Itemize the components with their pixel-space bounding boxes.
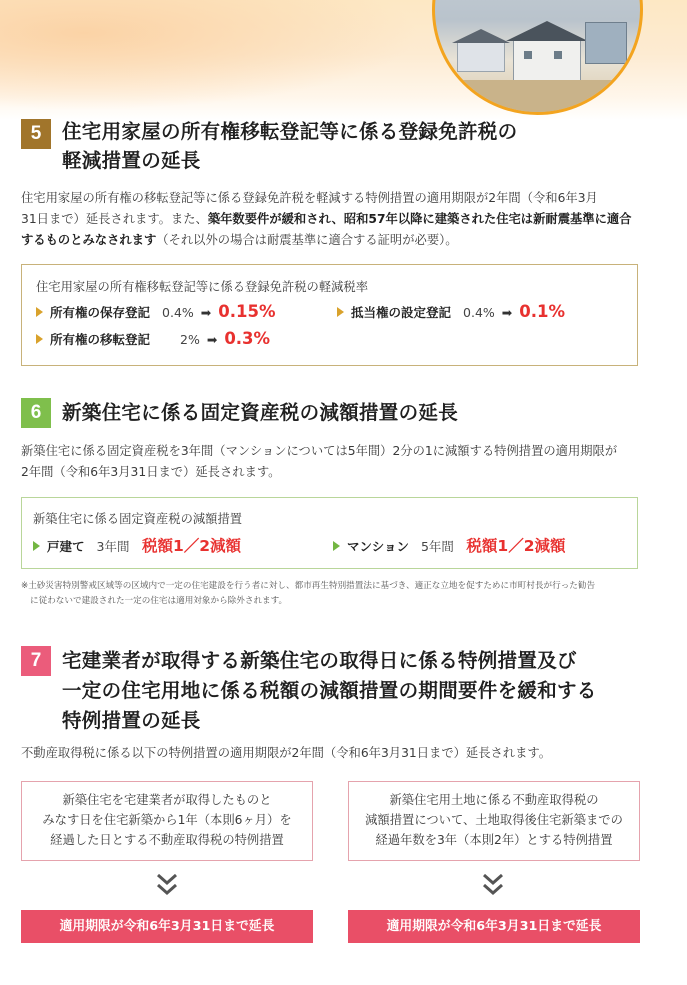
section-6-para-line2: 2年間（令和6年3月31日まで）延長されます。 bbox=[21, 465, 281, 479]
section-5-para-line1: 住宅用家屋の所有権の移転登記等に係る登録免許税を軽減する特例措置の適用期限が2年間（令和6年3月 bbox=[21, 191, 598, 205]
rate-old: 0.4% bbox=[463, 305, 495, 320]
item-value: 税額1／2減額 bbox=[466, 537, 566, 555]
section-6-reduction-box bbox=[21, 497, 638, 569]
section-5-paragraph bbox=[21, 188, 661, 251]
section-7-paragraph: 不動産取得税に係る以下の特例措置の適用期限が2年間（令和6年3月31日まで）延長されます。 bbox=[21, 746, 552, 760]
rate-new: 0.1% bbox=[519, 302, 565, 321]
section-5-para-line3b: （それ以外の場合は耐震基準に適合する証明が必要）。 bbox=[156, 233, 458, 247]
rate-new: 0.3% bbox=[224, 329, 271, 348]
item-value: 税額1／2減額 bbox=[141, 537, 242, 555]
section-7-title-line1: 宅建業者が取得する新築住宅の取得日に係る特例措置及び bbox=[62, 649, 577, 672]
rate-new: 0.15% bbox=[218, 302, 276, 321]
triangle-bullet-icon bbox=[36, 334, 43, 344]
card-line: 減額措置について、土地取得後住宅新築までの bbox=[365, 813, 623, 827]
item-label: 戸建て bbox=[47, 539, 85, 554]
section-5-box-title: 住宅用家屋の所有権移転登記等に係る登録免許税の軽減税率 bbox=[36, 280, 369, 294]
section-5-tax-rate-box bbox=[21, 264, 638, 366]
house-model-2 bbox=[513, 40, 581, 82]
rate-label: 所有権の保存登記 bbox=[50, 305, 151, 320]
rate-ownership-preservation bbox=[36, 302, 275, 321]
item-period: 5年間 bbox=[420, 539, 454, 554]
rate-old: 2% bbox=[180, 332, 200, 347]
triangle-bullet-icon bbox=[36, 307, 43, 317]
ground bbox=[435, 80, 640, 112]
item-condominium bbox=[333, 534, 566, 556]
arrow-right-icon: ➡ bbox=[501, 305, 513, 320]
item-detached-house bbox=[33, 534, 241, 556]
double-chevron-down-icon bbox=[156, 872, 178, 898]
section-5-title bbox=[62, 117, 517, 175]
section-6-paragraph bbox=[21, 441, 661, 483]
house-model-1 bbox=[457, 42, 505, 72]
section-5-title-line2: 軽減措置の延長 bbox=[62, 149, 201, 172]
extension-result-banner-2: 適用期限が令和6年3月31日まで延長 bbox=[348, 910, 640, 943]
building-model bbox=[585, 22, 627, 64]
section-5-number-badge: 5 bbox=[21, 119, 51, 149]
card-line: 新築住宅を宅建業者が取得したものと bbox=[62, 793, 272, 807]
section-5-para-line2a: 31日まで）延長されます。また、 bbox=[21, 212, 208, 226]
section-5-para-line2b: 築年数要件が緩和され、昭和57年以降に建築された住宅は新耐震基準に適合 bbox=[207, 212, 632, 226]
card-line: 新築住宅用土地に係る不動産取得税の bbox=[389, 793, 599, 807]
double-chevron-down-icon bbox=[482, 872, 504, 898]
rate-ownership-transfer bbox=[36, 329, 270, 348]
triangle-bullet-icon bbox=[33, 541, 40, 551]
card-line: みなす日を住宅新築から1年（本則6ヶ月）を bbox=[42, 813, 292, 827]
triangle-bullet-icon bbox=[333, 541, 340, 551]
footnote-line1: ※土砂災害特別警戒区域等の区域内で一定の住宅建設を行う者に対し、都市再生特別措置法に基づき、適正な立地を促すために市町村長が行った勧告 bbox=[21, 581, 596, 591]
card-line: 経過年数を3年（本則2年）とする特例措置 bbox=[375, 833, 613, 847]
house-model-photo bbox=[432, 0, 643, 115]
section-7-title-line3: 特例措置の延長 bbox=[62, 709, 201, 732]
measure-card-2 bbox=[348, 781, 640, 861]
section-5-title-line1: 住宅用家屋の所有権移転登記等に係る登録免許税の bbox=[62, 120, 518, 143]
footnote-line2: に従わないで建設された一定の住宅は適用対象から除外されます。 bbox=[30, 596, 288, 606]
rate-label: 所有権の移転登記 bbox=[50, 332, 151, 347]
card-line: 経過した日とする不動産取得税の特例措置 bbox=[50, 833, 284, 847]
section-7-number-badge: 7 bbox=[21, 646, 51, 676]
item-label: マンション bbox=[347, 539, 409, 554]
rate-old: 0.4% bbox=[162, 305, 194, 320]
section-6-para-line1: 新築住宅に係る固定資産税を3年間（マンションについては5年間）2分の1に減額する特例措置の適用期限が bbox=[21, 444, 618, 458]
measure-card-1 bbox=[21, 781, 313, 861]
section-6-number-badge: 6 bbox=[21, 398, 51, 428]
rate-label: 抵当権の設定登記 bbox=[351, 305, 452, 320]
extension-result-banner-1: 適用期限が令和6年3月31日まで延長 bbox=[21, 910, 313, 943]
section-6-box-title: 新築住宅に係る固定資産税の減額措置 bbox=[33, 512, 243, 526]
section-6-title: 新築住宅に係る固定資産税の減額措置の延長 bbox=[62, 401, 459, 424]
section-5-para-line3a: するものとみなされます bbox=[21, 233, 157, 247]
section-7-title bbox=[62, 646, 597, 736]
section-6-footnote bbox=[21, 579, 671, 609]
arrow-right-icon: ➡ bbox=[200, 305, 212, 320]
triangle-bullet-icon bbox=[337, 307, 344, 317]
item-period: 3年間 bbox=[96, 539, 130, 554]
section-7-title-line2: 一定の住宅用地に係る税額の減額措置の期間要件を緩和する bbox=[62, 679, 597, 702]
arrow-right-icon: ➡ bbox=[206, 332, 218, 347]
rate-mortgage-setting bbox=[337, 302, 565, 321]
